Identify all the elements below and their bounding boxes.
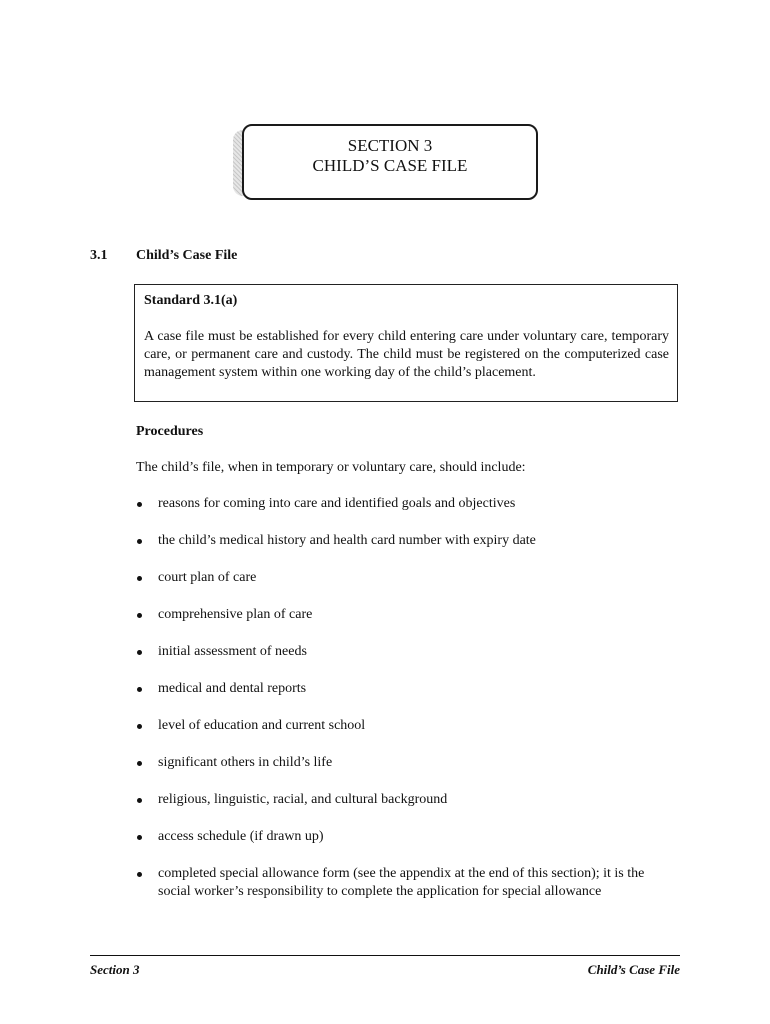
bullet-icon xyxy=(137,835,142,840)
list-item-text: medical and dental reports xyxy=(158,681,307,696)
bullet-icon xyxy=(137,650,142,655)
list-item xyxy=(136,532,676,550)
list-item-text: the child’s medical history and health card number with expiry date xyxy=(158,533,536,548)
bullet-icon xyxy=(137,761,142,766)
list-item-text: religious, linguistic, racial, and cultural background xyxy=(158,792,448,807)
list-item-text: court plan of care xyxy=(158,570,257,585)
list-item xyxy=(136,828,676,846)
bullet-icon xyxy=(137,798,142,803)
list-item xyxy=(136,569,676,587)
bullet-icon xyxy=(137,872,142,877)
bullet-icon xyxy=(137,576,142,581)
section-title-line2: CHILD’S CASE FILE xyxy=(312,156,468,175)
procedures-list xyxy=(136,495,676,920)
list-item-text: significant others in child’s life xyxy=(158,755,333,770)
section-heading: Child’s Case File xyxy=(136,248,238,263)
standard-box xyxy=(134,284,678,402)
procedures-heading: Procedures xyxy=(136,424,204,439)
list-item-text: completed special allowance form (see the appendix at the end of this section); it is the social worker’s responsibility to complete the application for special allowance xyxy=(158,866,645,899)
list-item-text: comprehensive plan of care xyxy=(158,607,313,622)
list-item xyxy=(136,791,676,809)
bullet-icon xyxy=(137,687,142,692)
list-item xyxy=(136,606,676,624)
standard-text: A case file must be established for every child entering care under voluntary care, temporary care, or permanent care and custody. The child must be registered on the computerized case management system within one working day of the child’s placement. xyxy=(144,329,669,380)
section-number: 3.1 xyxy=(90,248,108,263)
footer-right: Child’s Case File xyxy=(587,962,680,977)
list-item xyxy=(136,495,676,513)
list-item xyxy=(136,717,676,735)
bullet-icon xyxy=(137,724,142,729)
procedures-intro: The child’s file, when in temporary or voluntary care, should include: xyxy=(136,460,526,475)
list-item-text: level of education and current school xyxy=(158,718,366,733)
list-item-text: initial assessment of needs xyxy=(158,644,307,659)
list-item xyxy=(136,754,676,772)
list-item-text: reasons for coming into care and identified goals and objectives xyxy=(158,496,516,511)
section-title-box xyxy=(242,124,538,200)
footer-left: Section 3 xyxy=(90,962,140,977)
bullet-icon xyxy=(137,613,142,618)
list-item xyxy=(136,680,676,698)
bullet-icon xyxy=(137,539,142,544)
list-item xyxy=(136,643,676,661)
bullet-icon xyxy=(137,502,142,507)
section-title-line1: SECTION 3 xyxy=(347,136,433,155)
list-item-text: access schedule (if drawn up) xyxy=(158,829,324,844)
list-item xyxy=(136,865,676,901)
footer-rule xyxy=(90,955,680,956)
standard-title: Standard 3.1(a) xyxy=(144,293,238,308)
